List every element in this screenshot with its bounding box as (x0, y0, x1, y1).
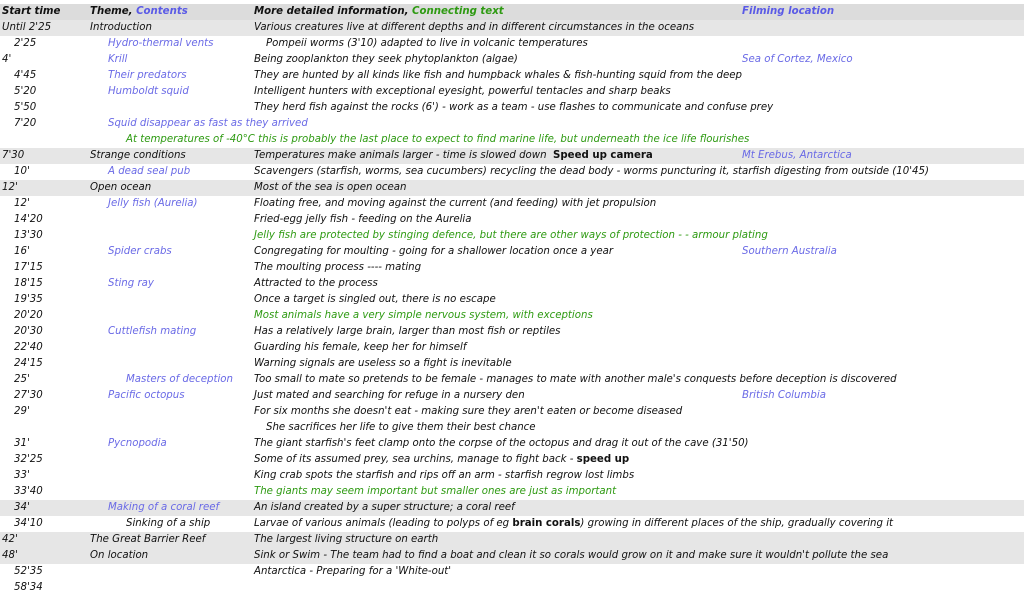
table-row (0, 324, 1024, 340)
table-row (0, 20, 1024, 36)
cell-time: 24'15 (14, 358, 43, 369)
cell-time: 34'10 (14, 518, 43, 529)
cell-info: Too small to mate so pretends to be female - manages to mate with another male's conquests before deception is discovered (254, 374, 897, 385)
cell-info: Fried-egg jelly fish - feeding on the Aurelia (254, 214, 472, 225)
cell-time: 12' (14, 198, 30, 209)
cell-theme: Open ocean (90, 182, 152, 193)
cell-info: Guarding his female, keep her for himself (254, 342, 467, 353)
cell-time: 13'30 (14, 230, 43, 241)
table-row (0, 68, 1024, 84)
header-location: Filming location (742, 6, 835, 17)
cell-info (254, 516, 893, 532)
cell-time: 20'30 (14, 326, 43, 337)
cell-info-text: Temperatures make animals larger - time is slowed down (254, 150, 547, 161)
cell-time: 58'34 (14, 582, 43, 593)
table-row (0, 404, 1024, 420)
table-row (0, 500, 1024, 516)
cell-info: They are hunted by all kinds like fish and humpback whales & fish-hunting squid from the deep (254, 70, 742, 81)
table-row (0, 276, 1024, 292)
cell-theme: Jelly fish (Aurelia) (108, 198, 198, 209)
cell-time: 5'50 (14, 102, 37, 113)
cell-info-text-end: ) growing in different places of the ship, gradually covering it (580, 518, 894, 529)
cell-theme: Sting ray (108, 278, 154, 289)
table-row (0, 212, 1024, 228)
table-row (0, 292, 1024, 308)
cell-theme: Their predators (108, 70, 187, 81)
cell-time: 42' (2, 534, 18, 545)
table-row (0, 484, 1024, 500)
cell-theme: The Great Barrier Reef (90, 534, 206, 545)
cell-theme: A dead seal pub (108, 166, 191, 177)
cell-info-bold: speed up (576, 454, 630, 465)
cell-theme: Spider crabs (108, 246, 172, 257)
cell-theme: Squid disappear as fast as they arrived (108, 118, 308, 129)
table-row (0, 180, 1024, 196)
cell-time: 14'20 (14, 214, 43, 225)
header-connecting: Connecting text (412, 6, 504, 17)
cell-info: They herd fish against the rocks (6') - work as a team - use flashes to communicate and confuse prey (254, 102, 774, 113)
cell-info (254, 452, 629, 468)
cell-theme: Introduction (90, 22, 152, 33)
table-row (0, 356, 1024, 372)
header-info (254, 4, 504, 20)
header-time: Start time (2, 6, 61, 17)
cell-location: British Columbia (742, 390, 826, 401)
cell-time: 7'20 (14, 118, 37, 129)
cell-info: Floating free, and moving against the current (and feeding) with jet propulsion (254, 198, 657, 209)
cell-time: 7'30 (2, 150, 25, 161)
cell-theme: Sinking of a ship (126, 518, 211, 529)
cell-info: Once a target is singled out, there is no escape (254, 294, 496, 305)
cell-info: Has a relatively large brain, larger than most fish or reptiles (254, 326, 561, 337)
cell-info: Most of the sea is open ocean (254, 182, 407, 193)
header-row (0, 4, 1024, 20)
table-row (0, 260, 1024, 276)
cell-time: 48' (2, 550, 18, 561)
header-theme (90, 4, 188, 20)
table-row (0, 372, 1024, 388)
table-row (0, 196, 1024, 212)
table-row (0, 116, 1024, 132)
header-contents: Contents (136, 6, 188, 17)
table-row (0, 164, 1024, 180)
cell-info (254, 148, 653, 164)
cell-time: 17'15 (14, 262, 43, 273)
table-row (0, 532, 1024, 548)
cell-time: 2'25 (14, 38, 37, 49)
table-row (0, 132, 1024, 148)
cell-info: Congregating for moulting - going for a shallower location once a year (254, 246, 614, 257)
cell-info: Sink or Swim - The team had to find a boat and clean it so corals would grow on it and make sure it wouldn't pollute the sea (254, 550, 889, 561)
cell-location: Mt Erebus, Antarctica (742, 150, 852, 161)
cell-info: For six months she doesn't eat - making sure they aren't eaten or become diseased (254, 406, 683, 417)
cell-theme: On location (90, 550, 149, 561)
cell-info: Being zooplankton they seek phytoplankton (algae) (254, 54, 518, 65)
cell-theme: Krill (108, 54, 128, 65)
cell-info: An island created by a super structure; a coral reef (254, 502, 515, 513)
cell-info: The giant starfish's feet clamp onto the corpse of the octopus and drag it out of the cave (31'50) (254, 438, 749, 449)
table-row (0, 388, 1024, 404)
cell-connecting: The giants may seem important but smaller ones are just as important (254, 486, 617, 497)
cell-info: The largest living structure on earth (254, 534, 439, 545)
table-row (0, 244, 1024, 260)
cell-info: King crab spots the starfish and rips off an arm - starfish regrow lost limbs (254, 470, 635, 481)
table-row (0, 36, 1024, 52)
cell-info: Antarctica - Preparing for a 'White-out' (254, 566, 452, 577)
cell-time: 33' (14, 470, 30, 481)
cell-time: 16' (14, 246, 30, 257)
table-row (0, 84, 1024, 100)
cell-location: Southern Australia (742, 246, 837, 257)
table-row (0, 420, 1024, 436)
cell-time: 22'40 (14, 342, 43, 353)
cell-time: 20'20 (14, 310, 43, 321)
table-row (0, 340, 1024, 356)
cell-connecting: Most animals have a very simple nervous system, with exceptions (254, 310, 593, 321)
table-row (0, 468, 1024, 484)
cell-time: 27'30 (14, 390, 43, 401)
cell-info: The moulting process ---- mating (254, 262, 422, 273)
cell-theme: Strange conditions (90, 150, 186, 161)
header-info-label: More detailed information, (254, 6, 409, 17)
cell-time: 25' (14, 374, 30, 385)
cell-info: Pompeii worms (3'10) adapted to live in volcanic temperatures (266, 38, 588, 49)
cell-connecting: At temperatures of -40°C this is probably the last place to expect to find marine life, but underneath the ice life flourishes (126, 134, 750, 145)
cell-info: Intelligent hunters with exceptional eyesight, powerful tentacles and sharp beaks (254, 86, 671, 97)
cell-time: 52'35 (14, 566, 43, 577)
cell-time: 29' (14, 406, 30, 417)
cell-time: 32'25 (14, 454, 43, 465)
cell-time: 19'35 (14, 294, 43, 305)
cell-info: Warning signals are useless so a fight is inevitable (254, 358, 512, 369)
cell-time: 4'45 (14, 70, 37, 81)
table-row (0, 148, 1024, 164)
cell-time: Until 2'25 (2, 22, 52, 33)
header-theme-label: Theme, (90, 6, 133, 17)
table-row (0, 580, 1024, 596)
cell-info-text: Larvae of various animals (leading to polyps of eg (254, 518, 510, 529)
cell-time: 10' (14, 166, 30, 177)
cell-info: Scavengers (starfish, worms, sea cucumbers) recycling the dead body - worms puncturing it, starfish digesting from outside (10'45) (254, 166, 929, 177)
cell-info: Just mated and searching for refuge in a nursery den (254, 390, 525, 401)
cell-info-bold: Speed up camera (553, 150, 653, 161)
cell-info: Attracted to the process (254, 278, 378, 289)
cell-theme: Masters of deception (126, 374, 233, 385)
table-row (0, 228, 1024, 244)
cell-info-text: Some of its assumed prey, sea urchins, manage to fight back - (254, 454, 574, 465)
table-row (0, 564, 1024, 580)
cell-location: Sea of Cortez, Mexico (742, 54, 853, 65)
cell-time: 31' (14, 438, 30, 449)
cell-theme: Cuttlefish mating (108, 326, 197, 337)
cell-theme: Pycnopodia (108, 438, 167, 449)
table-row (0, 100, 1024, 116)
table-row (0, 548, 1024, 564)
cell-info: She sacrifices her life to give them their best chance (266, 422, 536, 433)
table-row (0, 308, 1024, 324)
cell-theme: Making of a coral reef (108, 502, 220, 513)
cell-time: 12' (2, 182, 18, 193)
cell-connecting: Jelly fish are protected by stinging defence, but there are other ways of protection - - armour plating (254, 230, 768, 241)
cell-time: 34' (14, 502, 30, 513)
cell-theme: Pacific octopus (108, 390, 185, 401)
cell-info: Various creatures live at different depths and in different circumstances in the oceans (254, 22, 695, 33)
cell-time: 5'20 (14, 86, 37, 97)
table-row (0, 516, 1024, 532)
cell-time: 18'15 (14, 278, 43, 289)
table-row (0, 52, 1024, 68)
cell-theme: Humboldt squid (108, 86, 189, 97)
table-row (0, 452, 1024, 468)
cell-time: 33'40 (14, 486, 43, 497)
cell-time: 4' (2, 54, 12, 65)
table-row (0, 436, 1024, 452)
cell-info-bold: brain corals (512, 518, 581, 529)
cell-theme: Hydro-thermal vents (108, 38, 214, 49)
